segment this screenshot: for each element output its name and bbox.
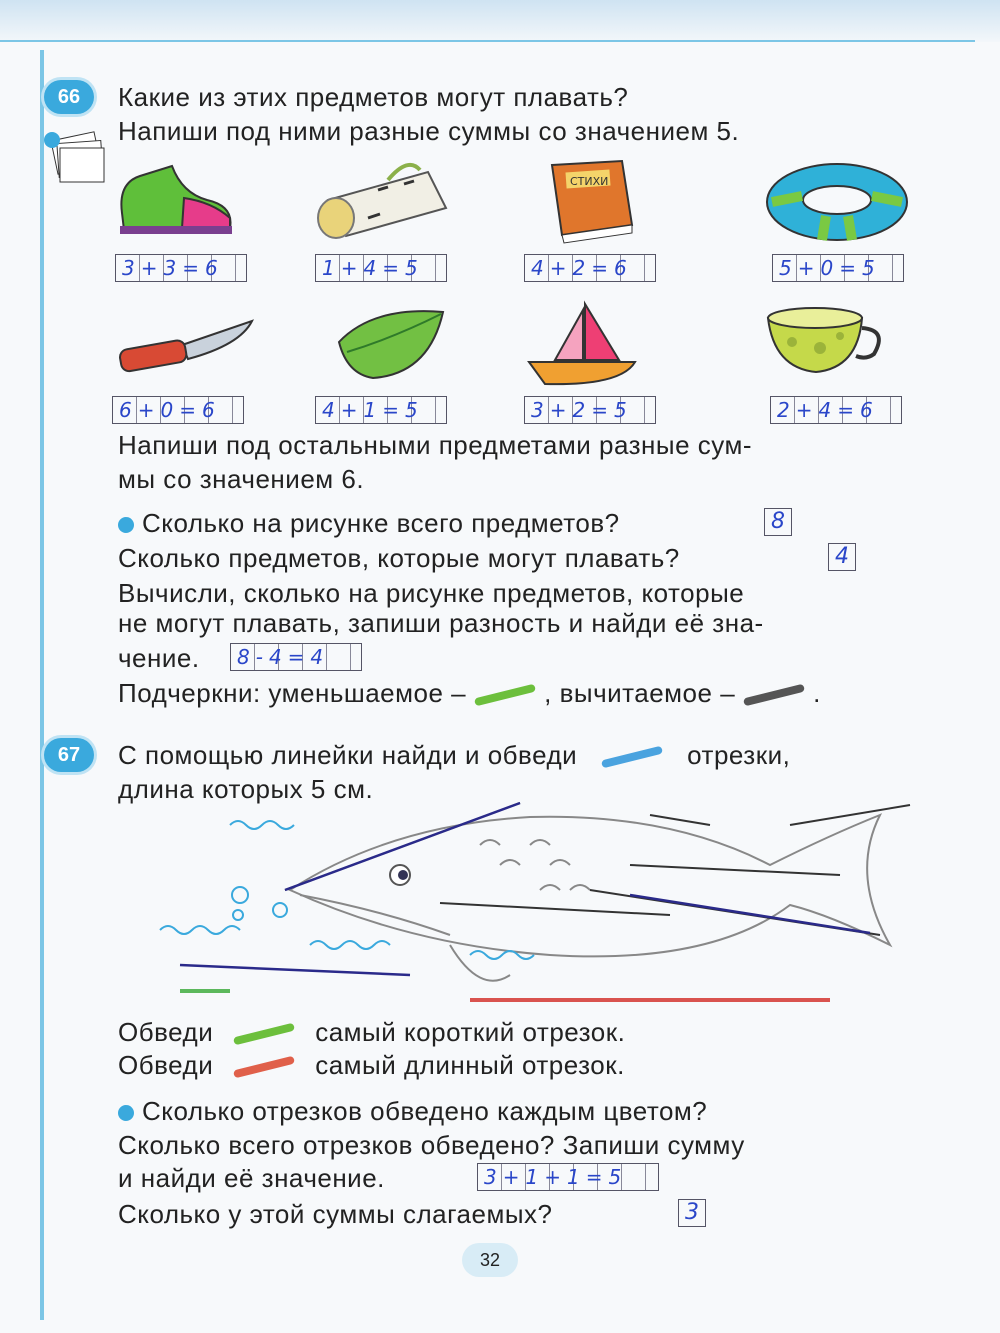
ex67-q4-start: Обведи xyxy=(118,1050,214,1080)
answer-box-boat[interactable]: 3+2=5 xyxy=(524,396,656,424)
answer-total-items[interactable]: 8 xyxy=(764,508,792,536)
fish-segments-drawing xyxy=(150,795,920,1005)
answer-box-shoe[interactable]: 3+3=6 xyxy=(115,254,247,282)
ex66-q7-start: Подчеркни: уменьшаемое – xyxy=(118,678,467,708)
answer-box-ring[interactable]: 5+0=5 xyxy=(772,254,904,282)
ex67-question-2: длина которых 5 см. xyxy=(118,774,374,804)
answer-box-book[interactable]: 4+2=6 xyxy=(524,254,656,282)
blue-pencil-icon xyxy=(601,746,663,769)
book-title: СТИХИ xyxy=(570,175,609,188)
ex67-question-5 xyxy=(118,1094,707,1128)
swim-ring-icon xyxy=(762,160,912,245)
knife-icon xyxy=(112,315,257,375)
ex66-question-5: Сколько предметов, которые могут плавать? xyxy=(118,543,680,573)
exercise-67-badge: 67 xyxy=(44,738,94,772)
ex66-question-6a: Вычисли, сколько на рисунке предметов, которые xyxy=(118,578,745,608)
answer-difference[interactable]: 8-4=4 xyxy=(230,643,362,671)
ex67-question-4 xyxy=(118,1048,625,1082)
page-header-band xyxy=(0,0,1000,42)
answer-sum[interactable]: 3+1+1=5 xyxy=(477,1163,659,1191)
ex67-q4-end: самый длинный отрезок. xyxy=(315,1050,625,1080)
birch-log-icon xyxy=(308,160,458,242)
ex66-question-6c: чение. xyxy=(118,643,200,673)
answer-box-cup[interactable]: 2+4=6 xyxy=(770,396,902,424)
header-divider xyxy=(0,40,975,42)
ex67-q1-start: С помощью линейки найди и обведи xyxy=(118,740,578,770)
bullet-icon-2 xyxy=(118,1105,134,1121)
ex66-question-4 xyxy=(118,506,620,540)
toy-boat-icon xyxy=(525,298,640,388)
leaf-icon xyxy=(333,302,453,382)
ex67-question-1 xyxy=(118,738,790,772)
ex67-question-5-text: Сколько отрезков обведено каждым цветом? xyxy=(142,1096,708,1126)
ex66-question-3a: Напиши под остальными предметами разные сум- xyxy=(118,430,753,460)
ex67-q3-end: самый короткий отрезок. xyxy=(315,1017,626,1047)
page-number: 32 xyxy=(462,1243,518,1277)
answer-box-leaf[interactable]: 4+1=5 xyxy=(315,396,447,424)
ex66-q7-end: . xyxy=(813,678,821,708)
shoe-icon xyxy=(112,158,237,240)
ex67-question-8: Сколько у этой суммы слагаемых? xyxy=(118,1199,553,1229)
ex66-question-1: Какие из этих предметов могут плавать? xyxy=(118,82,629,112)
ex66-question-4-text: Сколько на рисунке всего предметов? xyxy=(142,508,620,538)
answer-box-knife[interactable]: 6+0=6 xyxy=(112,396,244,424)
ex67-q1-end: отрезки, xyxy=(687,740,791,770)
ex67-question-6: Сколько всего отрезков обведено? Запиши сумму xyxy=(118,1130,745,1160)
cards-icon xyxy=(40,128,110,192)
ex66-q7-mid: , вычитаемое – xyxy=(544,678,736,708)
ex66-question-6b: не могут плавать, запиши разность и найди её зна- xyxy=(118,608,764,638)
bullet-icon xyxy=(118,517,134,533)
gray-pencil-icon xyxy=(743,684,805,707)
ex66-question-2: Напиши под ними разные суммы со значением 5. xyxy=(118,116,740,146)
teacup-icon xyxy=(762,298,892,378)
left-margin-line xyxy=(40,50,44,1320)
book-icon xyxy=(532,155,642,245)
ex67-question-7: и найди её значение. xyxy=(118,1163,385,1193)
answer-box-log[interactable]: 1+4=5 xyxy=(315,254,447,282)
ex66-question-7 xyxy=(118,676,821,710)
exercise-66-badge: 66 xyxy=(44,80,94,114)
green-pencil-icon xyxy=(474,684,536,707)
red-pencil-icon xyxy=(233,1056,295,1079)
answer-floating-items[interactable]: 4 xyxy=(828,543,856,571)
ex67-q3-start: Обведи xyxy=(118,1017,214,1047)
ex66-question-3b: мы со значением 6. xyxy=(118,464,365,494)
green-pencil-icon-2 xyxy=(233,1023,295,1046)
ex67-question-3 xyxy=(118,1015,625,1049)
answer-addends-count[interactable]: 3 xyxy=(678,1199,706,1227)
